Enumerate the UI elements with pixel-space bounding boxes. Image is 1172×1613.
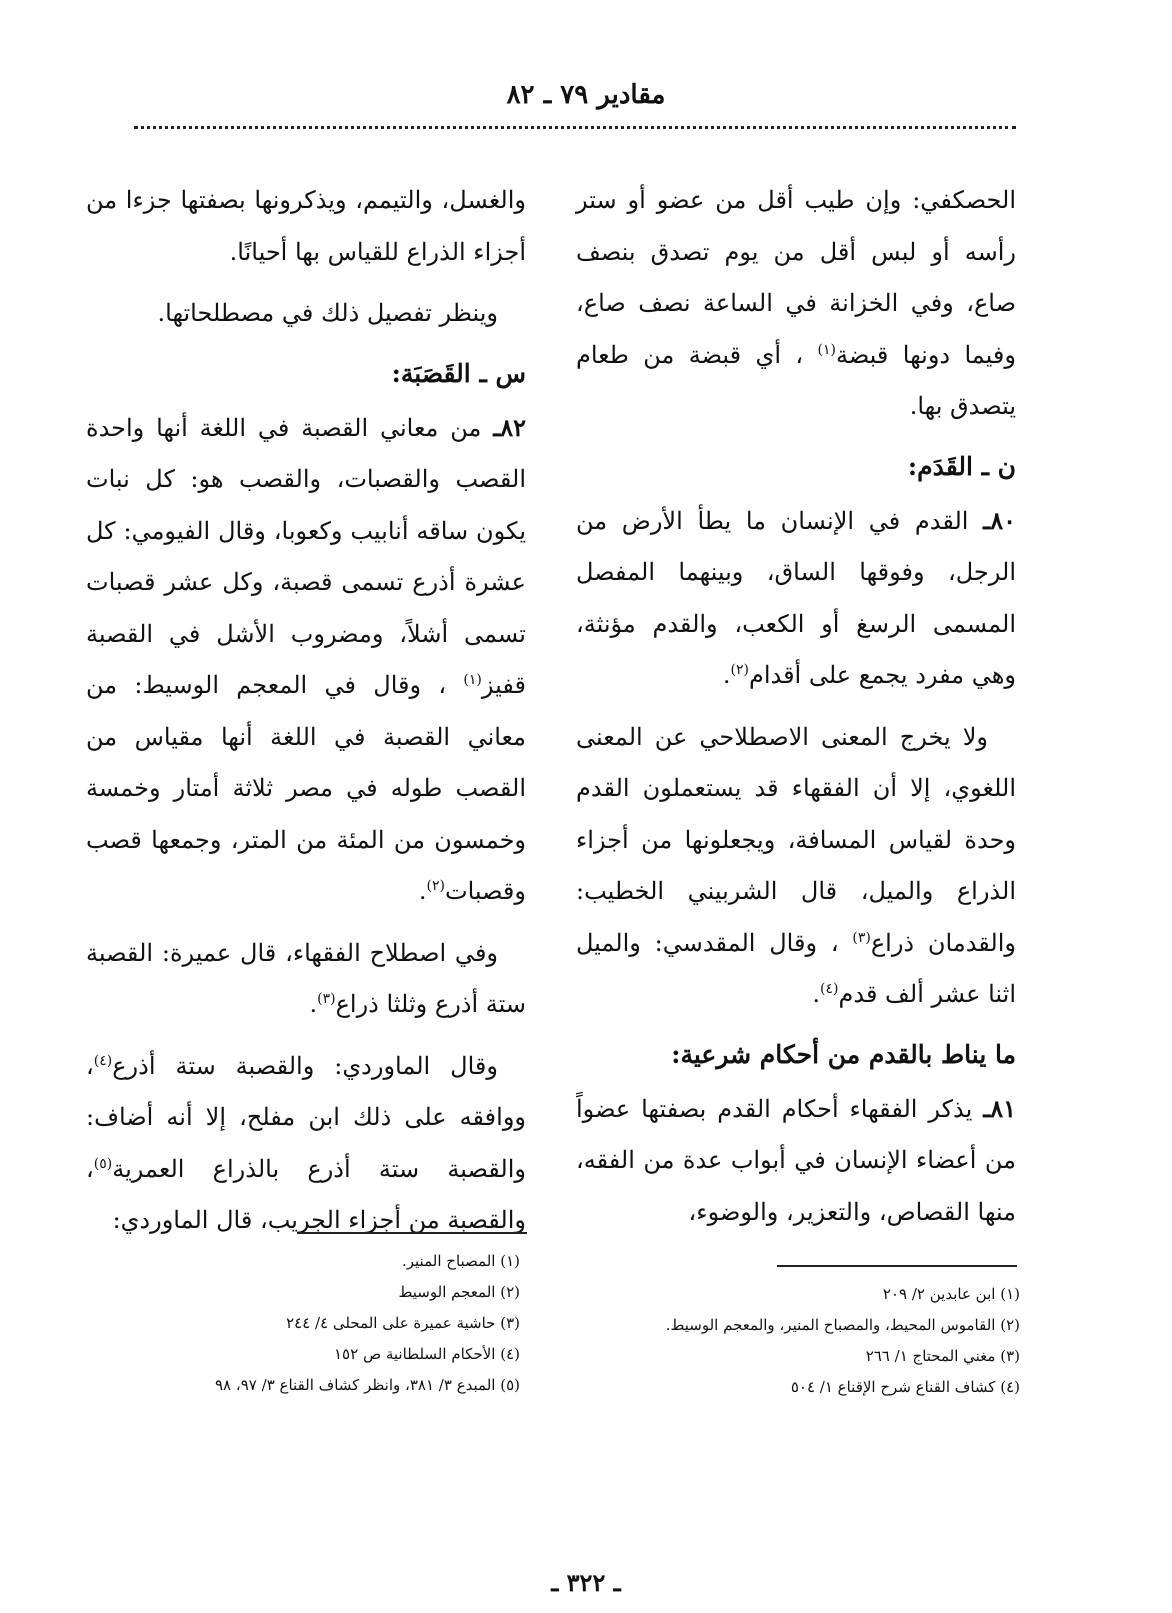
paragraph: وينظر تفصيل ذلك في مصطلحاتها. <box>157 299 498 327</box>
footnote-ref[interactable]: (٢) <box>730 662 749 678</box>
footnote: (٣) حاشية عميرة على المحلى ٤/ ٢٤٤ <box>286 1314 520 1332</box>
left-column <box>86 175 526 1257</box>
paragraph: ٨٢ـ من معاني القصبة في اللغة أنها واحدة القصب والقصبات، والقصب هو: كل نبات يكون ساقه أنابيب وكعوبا، وقال الفيومي: كل عشرة أذرع تسمى قصبة، وكل عشر قصبات تسمى أشلاً، ومضروب الأشل في القصبة قفيز$^{(١)}$ ، وقال في المعجم الوسيط: من معاني القصبة في اللغة أنها مقياس من القصب طوله في مصر ثلاثة أمتار وخمسة وخمسون من المئة من المتر، وجمعها قصب وقصبات$^{(٢)}$. <box>86 412 526 905</box>
paragraph-number: ٨٠ـ <box>983 505 1016 535</box>
paragraph-number: ٨٢ـ <box>493 412 526 442</box>
header-dotted-rule <box>134 126 1016 129</box>
footnote-ref[interactable]: (٢) <box>426 878 445 894</box>
right-column <box>576 175 1016 1248</box>
footnote-separator <box>777 1265 1017 1267</box>
paragraph: والغسل، والتيمم، ويذكرونها بصفتها جزءا من أجزاء الذراع للقياس بها أحيانًا. <box>86 186 526 266</box>
footnote-ref[interactable]: (٣) <box>852 929 871 946</box>
paragraph: وفي اصطلاح الفقهاء، قال عميرة: القصبة ستة أذرع وثلثا ذراع$^{(٣)}$. <box>86 938 526 1018</box>
page-number: ـ ٣٢٢ ـ <box>551 1568 621 1597</box>
footnote: (١) المصباح المنير. <box>401 1252 520 1270</box>
paragraph: ٨١ـ يذكر الفقهاء أحكام القدم بصفتها عضواً من أعضاء الإنسان في أبواب عدة من الفقه، منها القصاص، والتعزير، والوضوء، <box>576 1093 1017 1226</box>
footnote: (٤) الأحكام السلطانية ص ١٥٢ <box>334 1345 520 1363</box>
paragraph: الحصكفي: وإن طيب أقل من عضو أو ستر رأسه أو لبس أقل من يوم تصدق بنصف صاع، وفي الخزانة في الساعة نصف صاع، وفيما دونها قبضة$^{(١)}$ ، أي قبضة من طعام يتصدق بها. <box>576 186 1016 420</box>
paragraph: ولا يخرج المعنى الاصطلاحي عن المعنى اللغوي، إلا أن الفقهاء قد يستعملون القدم وحدة لقياس المسافة، ويجعلونها من أجزاء الذراع والميل، قال الشربيني الخطيب: والقدمان ذراع$^{(٣)}$ ، وقال المقدسي: والميل اثنا عشر ألف قدم$^{(٤)}$. <box>576 722 1016 1008</box>
paragraph: ٨٠ـ القدم في الإنسان ما يطأ الأرض من الرجل، وفوقها الساق، وبينهما المفصل المسمى الرسغ أو الكعب، والقدم مؤنثة، وهي مفرد يجمع على أقدام$^{(٢)}$. <box>576 505 1016 689</box>
footnote: (٣) مغني المحتاج ١/ ٢٦٦ <box>865 1347 1020 1365</box>
paragraph: وقال الماوردي: والقصبة ستة أذرع$^{(٤)}$، ووافقه على ذلك ابن مفلح، إلا أنه أضاف: والقصبة ستة أذرع بالذراع العمرية$^{(٥)}$، والقصبة من أجزاء الجريب، قال الماوردي: <box>86 1051 526 1234</box>
running-header: مقادير ٧٩ ـ ٨٢ <box>506 80 666 110</box>
footnote: (١) ابن عابدين ٢/ ٢٠٩ <box>882 1285 1020 1303</box>
section-heading: س ـ القَصَبَة: <box>391 358 526 388</box>
footnote-ref[interactable]: (١) <box>463 672 482 688</box>
footnotes-left <box>110 1246 520 1401</box>
footnote-separator <box>297 1232 527 1234</box>
footnote-ref[interactable]: (٤) <box>93 1052 113 1069</box>
section-heading: ن ـ القَدَم: <box>907 451 1016 481</box>
footnote: (٥) المبدع ٣/ ٣٨١، وانظر كشاف القناع ٣/ ٩٧، ٩٨ <box>215 1376 520 1394</box>
footnotes-right <box>620 1279 1020 1403</box>
paragraph-number: ٨١ـ <box>983 1093 1017 1123</box>
footnote-ref[interactable]: (٤) <box>820 981 839 997</box>
footnote-ref[interactable]: (١) <box>817 341 836 358</box>
footnote: (٢) القاموس المحيط، والمصباح المنير، والمعجم الوسيط. <box>665 1316 1020 1334</box>
footnote: (٤) كشاف القناع شرح الإقناع ١/ ٥٠٤ <box>790 1378 1020 1396</box>
footnote-ref[interactable]: (٣) <box>317 991 336 1007</box>
footnote-ref[interactable]: (٥) <box>93 1155 113 1172</box>
footnote: (٢) المعجم الوسيط <box>398 1283 520 1301</box>
section-heading: ما يناط بالقدم من أحكام شرعية: <box>671 1039 1016 1069</box>
